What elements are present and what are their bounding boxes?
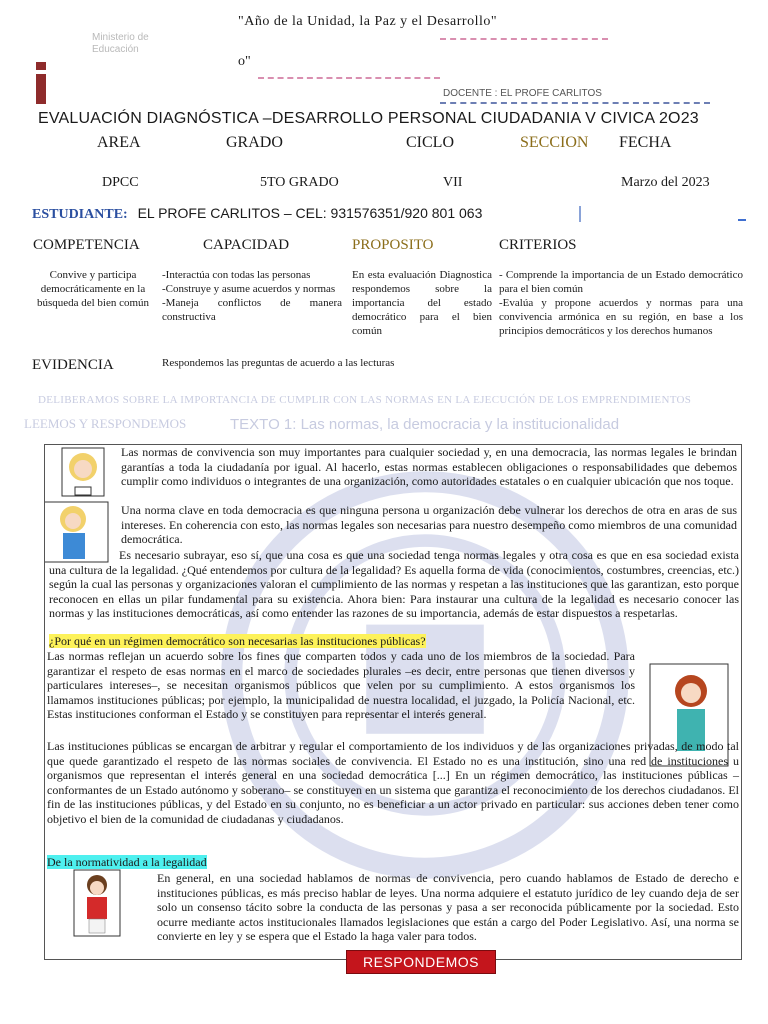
capacidad-item: -Construye y asume acuerdos y normas: [162, 283, 336, 295]
value-ciclo: VII: [443, 175, 463, 190]
docente-dash-divider: [440, 102, 710, 104]
respondemos-button[interactable]: RESPONDEMOS: [346, 950, 496, 974]
motto-dash-divider-2: [258, 77, 440, 79]
header-seccion: SECCION: [520, 134, 589, 151]
text-title: TEXTO 1: Las normas, la democracia y la institucionalidad: [230, 416, 620, 433]
header-ciclo: CICLO: [406, 134, 454, 151]
student-name: EL PROFE CARLITOS – CEL: 931576351/920 801 063: [137, 205, 483, 221]
motto-line: "Año de la Unidad, la Paz y el Desarrollo": [238, 14, 498, 29]
legality-heading: [47, 855, 739, 870]
value-area: DPCC: [102, 175, 139, 190]
motto-dash-divider: [440, 38, 608, 40]
paragraph-1: Las normas de convivencia son muy importantes para cualquier sociedad y, en una democracia, las normas legales le brindan garantías a toda la ciudadanía por igual. Al hacerlo, estas normas establecen obligaciones o responsabilidades que debemos cumplir como individuos o integrantes de una organización, como autoridades estatales o en cualquier ubicación que nos toque.: [121, 445, 737, 489]
value-fecha: Marzo del 2023: [621, 175, 710, 190]
paragraph-3: Es necesario subrayar, eso sí, que una cosa es que una sociedad tenga normas legales y otra cosa es que en esa sociedad exista una cultura de la legalidad. ¿Qué entendemos por cultura de la legalidad? Es aquella forma de vida (conocimientos, costumbres, creencias, etc.) según la cual las personas y organizaciones valoran el cumplimiento de las normas y respetan a las instituciones que las garantizan, esto porque reconocen en ellas un pilar fundamental para su existencia. Ahora bien: Para instaurar una cultura de la legalidad es necesario conocer las normas y las instituciones democráticas, así como entender las razones de su importancia, además de estar dispuestos a respetarlas.: [49, 548, 739, 621]
evidencia-text: Respondemos las preguntas de acuerdo a las lecturas: [162, 357, 395, 369]
paragraph-5: Las instituciones públicas se encargan de arbitrar y regular el comportamiento de los individuos y de las organizaciones privadas, de modo tal que quede garantizado el respeto de las normas sociales de convivencia. El Estado no es una institución, sino una red de instituciones u organismos que representan el interés general en una sociedad democrática [...] En un régimen democrático, las instituciones públicas –conformantes de un Estado autónomo y soberano– se constituyen en un sistema que garantiza el reconocimiento de los derechos ciudadanos. El fin de las instituciones públicas, y del Estado en su conjunto, no es beneficiar a un actor privado en particular: sus acciones deben tener como objetivo el bien de la comunidad de ciudadanas y ciudadanos.: [47, 739, 739, 826]
question-heading-text: ¿Por qué en un régimen democrático son necesarias las instituciones públicas?: [49, 634, 426, 648]
capacidad-item: -Maneja conflictos de manera constructiva: [162, 297, 342, 323]
paragraph-2: Una norma clave en toda democracia es que ninguna persona u organización debe vulnerar los derechos de otra en aras de sus intereses. En coherencia con esto, las normas legales son necesarias para nuestro desempeño como miembros de una comunidad democrática.: [121, 503, 737, 547]
docente-label: DOCENTE : EL PROFE CARLITOS: [443, 88, 602, 99]
header-proposito: PROPOSITO: [352, 237, 434, 253]
header-criterios: CRITERIOS: [499, 237, 577, 253]
evidencia-label: EVIDENCIA: [32, 357, 114, 373]
girl-reading-icon: [61, 447, 105, 497]
ministry-name: Ministerio de Educación: [92, 32, 149, 55]
capacidad-list: [162, 268, 342, 324]
legality-heading-text: De la normatividad a la legalidad: [47, 855, 207, 869]
question-heading: [49, 634, 739, 649]
criterio-item: - Comprende la importancia de un Estado democrático para el bien común: [499, 269, 743, 295]
competencia-text: Convive y participa democráticamente en la búsqueda del bien común: [36, 269, 150, 309]
student-divider: [579, 206, 581, 222]
faint-heading-deliberamos: DELIBERAMOS SOBRE LA IMPORTANCIA DE CUMPLIR CON LAS NORMAS EN LA EJECUCIÓN DE LOS EMPRENDIMIENTOS: [38, 394, 692, 406]
header-area: AREA: [97, 134, 141, 151]
student-underline: [738, 219, 746, 221]
criterios-list: [499, 268, 743, 338]
page-title: EVALUACIÓN DIAGNÓSTICA –DESARROLLO PERSONAL CIUDADANIA V CIVICA 2O23: [38, 110, 699, 127]
value-grado: 5TO GRADO: [260, 175, 339, 190]
faint-heading-leemos: LEEMOS Y RESPONDEMOS: [24, 416, 187, 431]
paragraph-6: En general, en una sociedad hablamos de normas de convivencia, pero cuando hablamos de Estado de derecho e instituciones públicas, es más preciso hablar de leyes. Una norma adquiere el estatuto jurídico de ley cuando deja de ser solo un consenso tácito sobre la conducta de las personas y pasa a ser reconocida públicamente por la sociedad. Esto ocurre mediante actos institucionales llamados legislaciones que están a cargo del Poder Legislativo. Así, una norma se convierte en ley y se espera que el Estado la haga valer para todos.: [157, 871, 739, 944]
criterio-item: -Evalúa y propone acuerdos y normas para una convivencia armónica en su región, en base a los principios democráticos y los derechos humanos: [499, 297, 743, 337]
proposito-text: En esta evaluación Diagnostica respondemos sobre la importancia del estado democrático para el bien común: [352, 269, 492, 337]
header-fecha: FECHA: [619, 134, 672, 151]
header-capacidad: CAPACIDAD: [203, 237, 290, 253]
student-label: ESTUDIANTE:: [32, 207, 128, 222]
paragraph-4: Las normas reflejan un acuerdo sobre los fines que comparten todos y cada uno de los miembros de la sociedad. Para garantizar el respeto de esas normas en el marco de sociedades plurales –es decir, entre personas que tienen diversos y particulares intereses–, se necesitan organismos públicos que velen por su cumplimiento. A estos organismos los llamamos instituciones públicas; por ejemplo, la municipalidad de nuestra localidad, el juzgado, la Policía Nacional, etc. Estas instituciones conforman el Estado y se constituyen para representar el interés general.: [47, 649, 635, 722]
header-grado: GRADO: [226, 134, 283, 151]
student-line: [32, 205, 482, 223]
header-competencia: COMPETENCIA: [33, 237, 140, 253]
ministry-logo-icon: [36, 62, 46, 104]
motto-line-2: o": [238, 54, 251, 69]
boy-character-icon: [73, 869, 121, 937]
capacidad-item: -Interactúa con todas las personas: [162, 269, 311, 281]
reading-box: [44, 444, 742, 960]
